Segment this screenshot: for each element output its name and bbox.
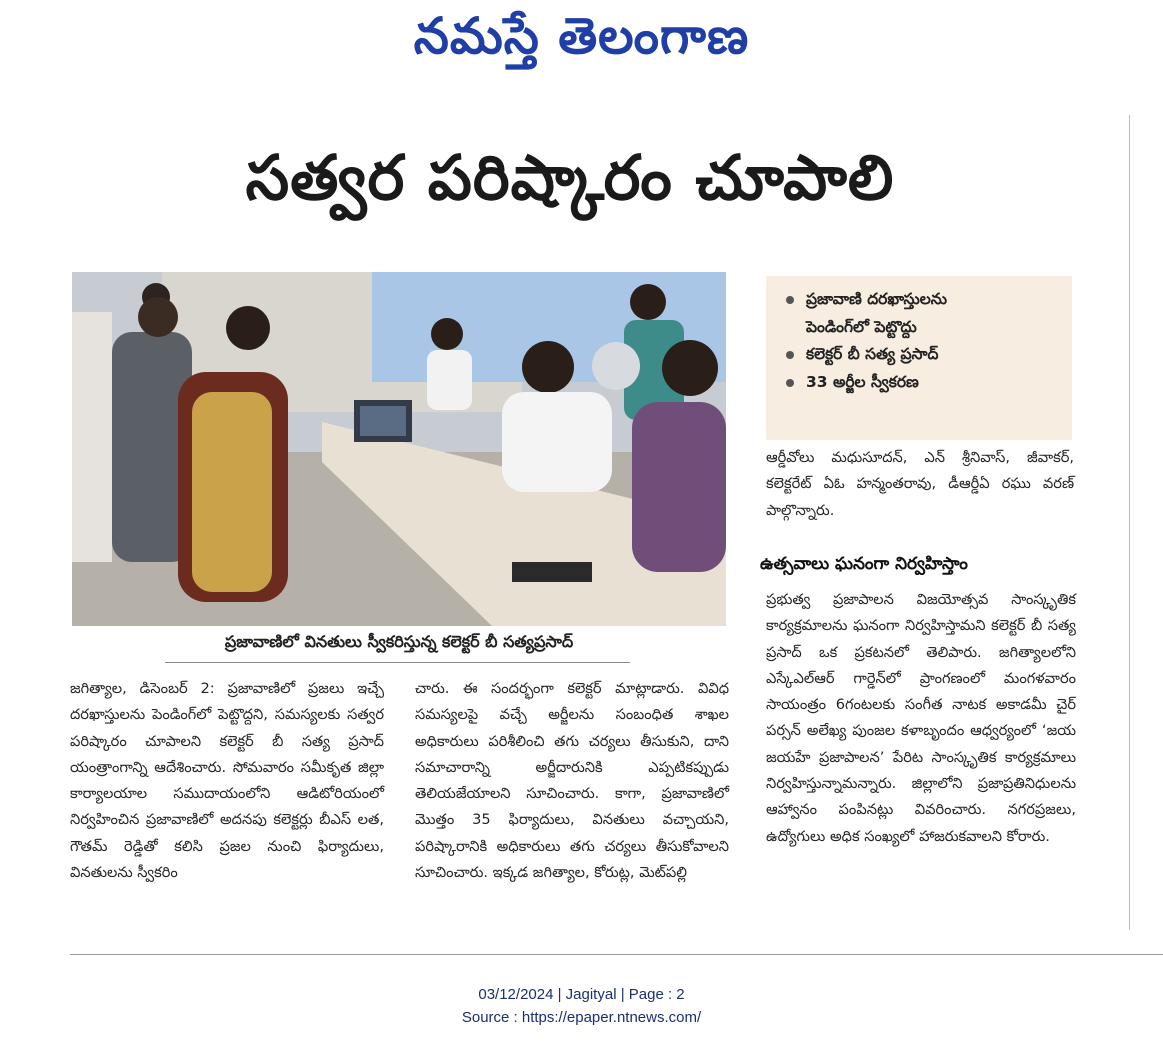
bullet-icon [786, 351, 794, 359]
bullet-icon [786, 379, 794, 387]
highlights-box [766, 276, 1072, 440]
article-headline: సత్వర పరిష్కారం చూపాలి [245, 141, 895, 214]
article-column-3-top: ఆర్డీవోలు మధుసూదన్‌, ఎన్‌ శ్రీనివాస్‌, జీవాకర్‌, కలెక్టరేట్‌ ఏఓ హన్మంతరావు, డీఆర్డీఏ రఘు వరణ్‌ పాల్గొన్నారు. [766, 449, 1075, 519]
footer-rule [70, 954, 1163, 955]
article-subheading: ఉత్సవాలు ఘనంగా నిర్వహిస్తాం [760, 554, 968, 574]
highlight-text: ప్రజావాణి దరఖాస్తులను [806, 290, 948, 308]
highlight-text: పెండింగ్‌లో పెట్టొద్దు [806, 317, 917, 336]
newspaper-masthead: నమస్తే తెలంగాణ [413, 6, 750, 65]
bullet-icon [786, 296, 794, 304]
highlight-item [786, 369, 1072, 397]
column-divider [1129, 115, 1130, 930]
highlight-item [786, 341, 1072, 369]
highlights-list [766, 276, 1072, 396]
highlight-text: 33 అర్జీల స్వీకరణ [806, 372, 919, 391]
highlight-item-continued [786, 314, 1072, 342]
article-column-2: చారు. ఈ సందర్భంగా కలెక్టర్‌ మాట్లాడారు. వివిధ సమస్యలపై వచ్చే అర్జీలను సంబంధిత శాఖల అధికారులు పరిశీలించి తగు చర్యలు తీసుకుని, దాని సమాచారాన్ని అర్జీదారునికి ఎప్పటికప్పుడు తెలియజేయాలని సూచించారు. కాగా, ప్రజావాణిలో మొత్తం 35 ఫిర్యాదులు, వినతులు వచ్చాయని, పరిష్కారానికి అధికారులు తగు చర్యలు తీసుకోవాలని సూచించారు. ఇక్కడ జగిత్యాల, కోరుట్ల, మెట్‌పల్లి [415, 680, 734, 882]
caption-rule [165, 662, 630, 663]
highlight-item [786, 286, 1072, 314]
source-link[interactable]: Source : https://epaper.ntnews.com/ [461, 1009, 702, 1026]
article-column-3-bottom: ప్రభుత్వ ప్రజాపాలన విజయోత్సవ సాంస్కృతిక కార్యక్రమాలను ఘనంగా నిర్వహిస్తామని కలెక్టర్‌ బీ సత్య ప్రసాద్‌ ఒక ప్రకటనలో తెలిపారు. జగిత్యాలలోని ఎస్కేఎల్‌ఆర్‌ గార్డెన్‌లో ప్రాంగణంలో మంగళవారం సాయంత్రం 6గంటలకు సంగీత నాటక అకాడమీ చైర్‌ పర్సన్‌ అలేఖ్య పుంజల కళాబృందం ఆధ్వర్యంలో ‘జయ జయహే ప్రజాపాలన’ పేరిట సాంస్కృతిక కార్యక్రమాలు నిర్వహిస్తున్నామన్నారు. జిల్లాలోని ప్రజాప్రతినిధులను ఆహ్వానం పంపినట్లు వివరించారు. నగరప్రజలు, ఉద్యోగులు అధిక సంఖ్యలో హాజరుకవాలని కోరారు. [766, 591, 1076, 845]
article-column-1: జగిత్యాల, డిసెంబర్‌ 2: ప్రజావాణిలో ప్రజలు ఇచ్చే దరఖాస్తులను పెండింగ్‌లో పెట్టొద్దని, సమస్యలకు సత్వర పరిష్కారం చూపాలని కలెక్టర్‌ బీ సత్య ప్రసాద్‌ యంత్రాంగాన్ని ఆదేశించారు. సోమవారం సమీకృత జిల్లా కార్యాలయాల సముదాయంలోని ఆడిటోరియంలో నిర్వహించిన ప్రజావాణిలో అదనపు కలెక్టర్లు బీఎస్‌ లత, గౌతమ్‌ రెడ్డితో కలిసి ప్రజల నుంచి ఫిర్యాదులు, వినతులను స్వీకరిం [70, 680, 385, 882]
photo-caption: ప్రజావాణిలో వినతులు స్వీకరిస్తున్న కలెక్టర్‌ బీ సత్యప్రసాద్‌ [224, 632, 574, 651]
article-photo [72, 272, 726, 626]
highlight-text: కలెక్టర్‌ బీ సత్య ప్రసాద్‌ [806, 345, 939, 363]
edition-info: 03/12/2024 | Jagityal | Page : 2 [478, 986, 685, 1003]
photo-illustration [72, 272, 726, 626]
